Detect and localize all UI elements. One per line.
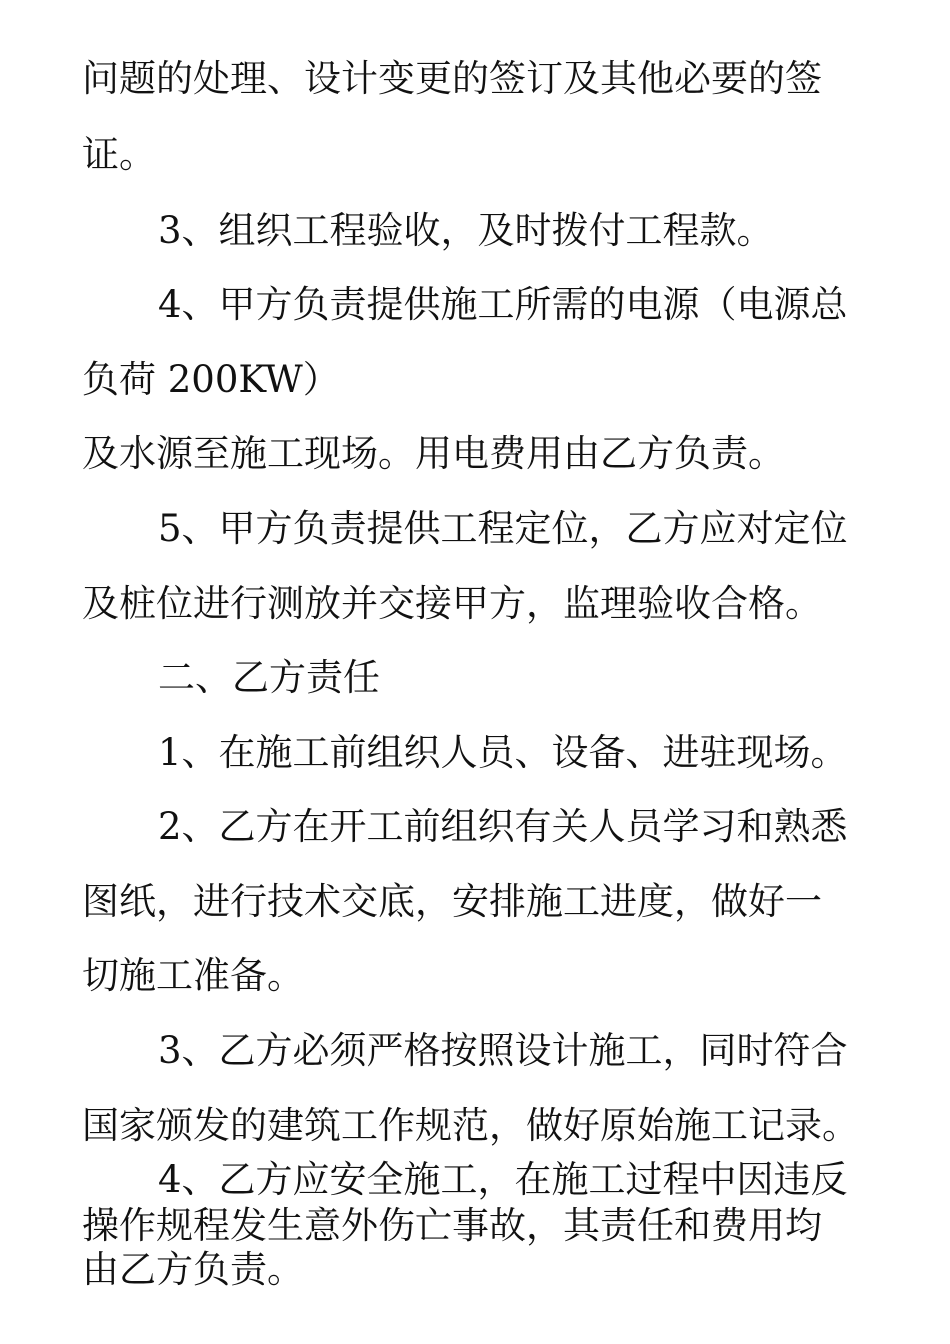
text-line: 问题的处理、设计变更的签订及其他必要的签 [82,57,822,100]
text-line: 国家颁发的建筑工作规范，做好原始施工记录。 [82,1104,859,1147]
text-line: 图纸，进行技术交底，安排施工进度，做好一 [82,880,822,923]
text-line: 5、甲方负责提供工程定位，乙方应对定位 [158,507,848,550]
text-line: 4、甲方负责提供施工所需的电源（电源总 [158,283,848,326]
text-line: 操作规程发生意外伤亡事故，其责任和费用均 [82,1204,822,1247]
text-line: 证。 [82,133,156,176]
text-line: 及桩位进行测放并交接甲方，监理验收合格。 [82,582,822,625]
section-heading: 二、乙方责任 [158,656,380,699]
text-line: 3、乙方必须严格按照设计施工，同时符合 [158,1029,848,1072]
text-line: 及水源至施工现场。用电费用由乙方负责。 [82,432,785,475]
text-line: 1、在施工前组织人员、设备、进驻现场。 [158,731,848,774]
text-line: 由乙方负责。 [82,1248,304,1291]
text-line: 3、组织工程验收，及时拨付工程款。 [158,209,774,252]
text-line: 4、乙方应安全施工，在施工过程中因违反 [158,1158,848,1201]
text-line: 切施工准备。 [82,954,304,997]
text-line: 2、乙方在开工前组织有关人员学习和熟悉 [158,805,848,848]
text-line: 负荷 200KW） [82,358,340,401]
